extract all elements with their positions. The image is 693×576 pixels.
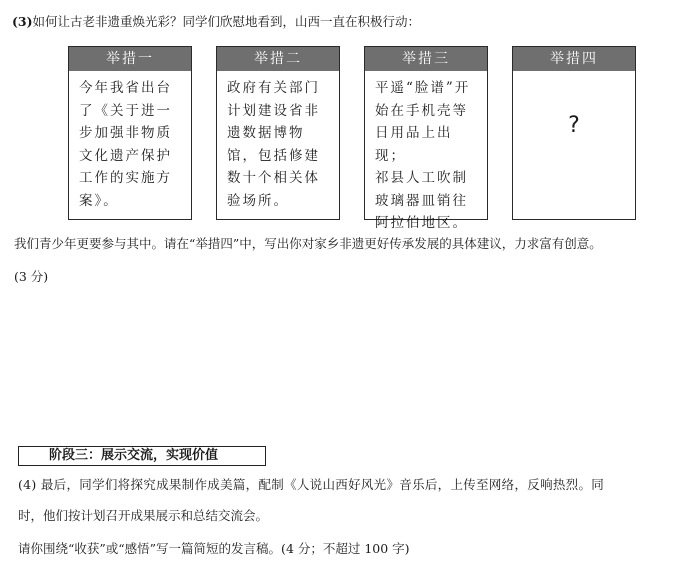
- question-4-line-1: (4) 最后，同学们将探究成果制作成美篇，配制《人说山西好风光》音乐后，上传至网络，反响热烈。同: [18, 477, 605, 492]
- question-3: [12, 12, 420, 30]
- score-label: (3 分): [14, 269, 49, 284]
- measure-card-4: [512, 46, 636, 220]
- instruction-text: 我们青少年更要参与其中。请在“举措四”中，写出你对家乡非遗更好传承发展的具体建议，力求富有创意。: [14, 236, 602, 251]
- measure-card-1-body: 今年我省出台 了《关于进一 步加强非物质 文化遗产保护 工作的实施方 案》。: [79, 80, 172, 209]
- measure-card-1-title: 举措一: [69, 47, 191, 71]
- measure-card-2-body: 政府有关部门 计划建设省非 遗数据博物 馆，包括修建 数十个相关体 验场所。: [227, 80, 320, 209]
- measure-card-3-body: 平遥“脸谱”开 始在手机壳等 日用品上出现； 祁县人工吹制 玻璃器皿销往 阿拉伯地区。: [375, 80, 471, 231]
- measure-card-4-title: 举措四: [513, 47, 635, 71]
- measure-card-4-question-mark: ?: [568, 113, 580, 138]
- measure-card-1: [68, 46, 192, 220]
- measure-card-2-title: 举措二: [217, 47, 339, 71]
- measure-card-3-title: 举措三: [365, 47, 487, 71]
- measure-card-3: [364, 46, 488, 231]
- question-4-line-2: 时，他们按计划召开成果展示和总结交流会。: [18, 508, 269, 523]
- stage-3-heading: 阶段三：展示交流，实现价值: [18, 446, 266, 466]
- question-3-number: (3): [12, 14, 33, 29]
- measure-card-2: [216, 46, 340, 220]
- question-3-text: 如何让古老非遗重焕光彩？同学们欣慰地看到，山西一直在积极行动：: [32, 14, 421, 29]
- question-4-line-3: 请你围绕“收获”或“感悟”写一篇简短的发言稿。(4 分；不超过 100 字): [18, 541, 410, 556]
